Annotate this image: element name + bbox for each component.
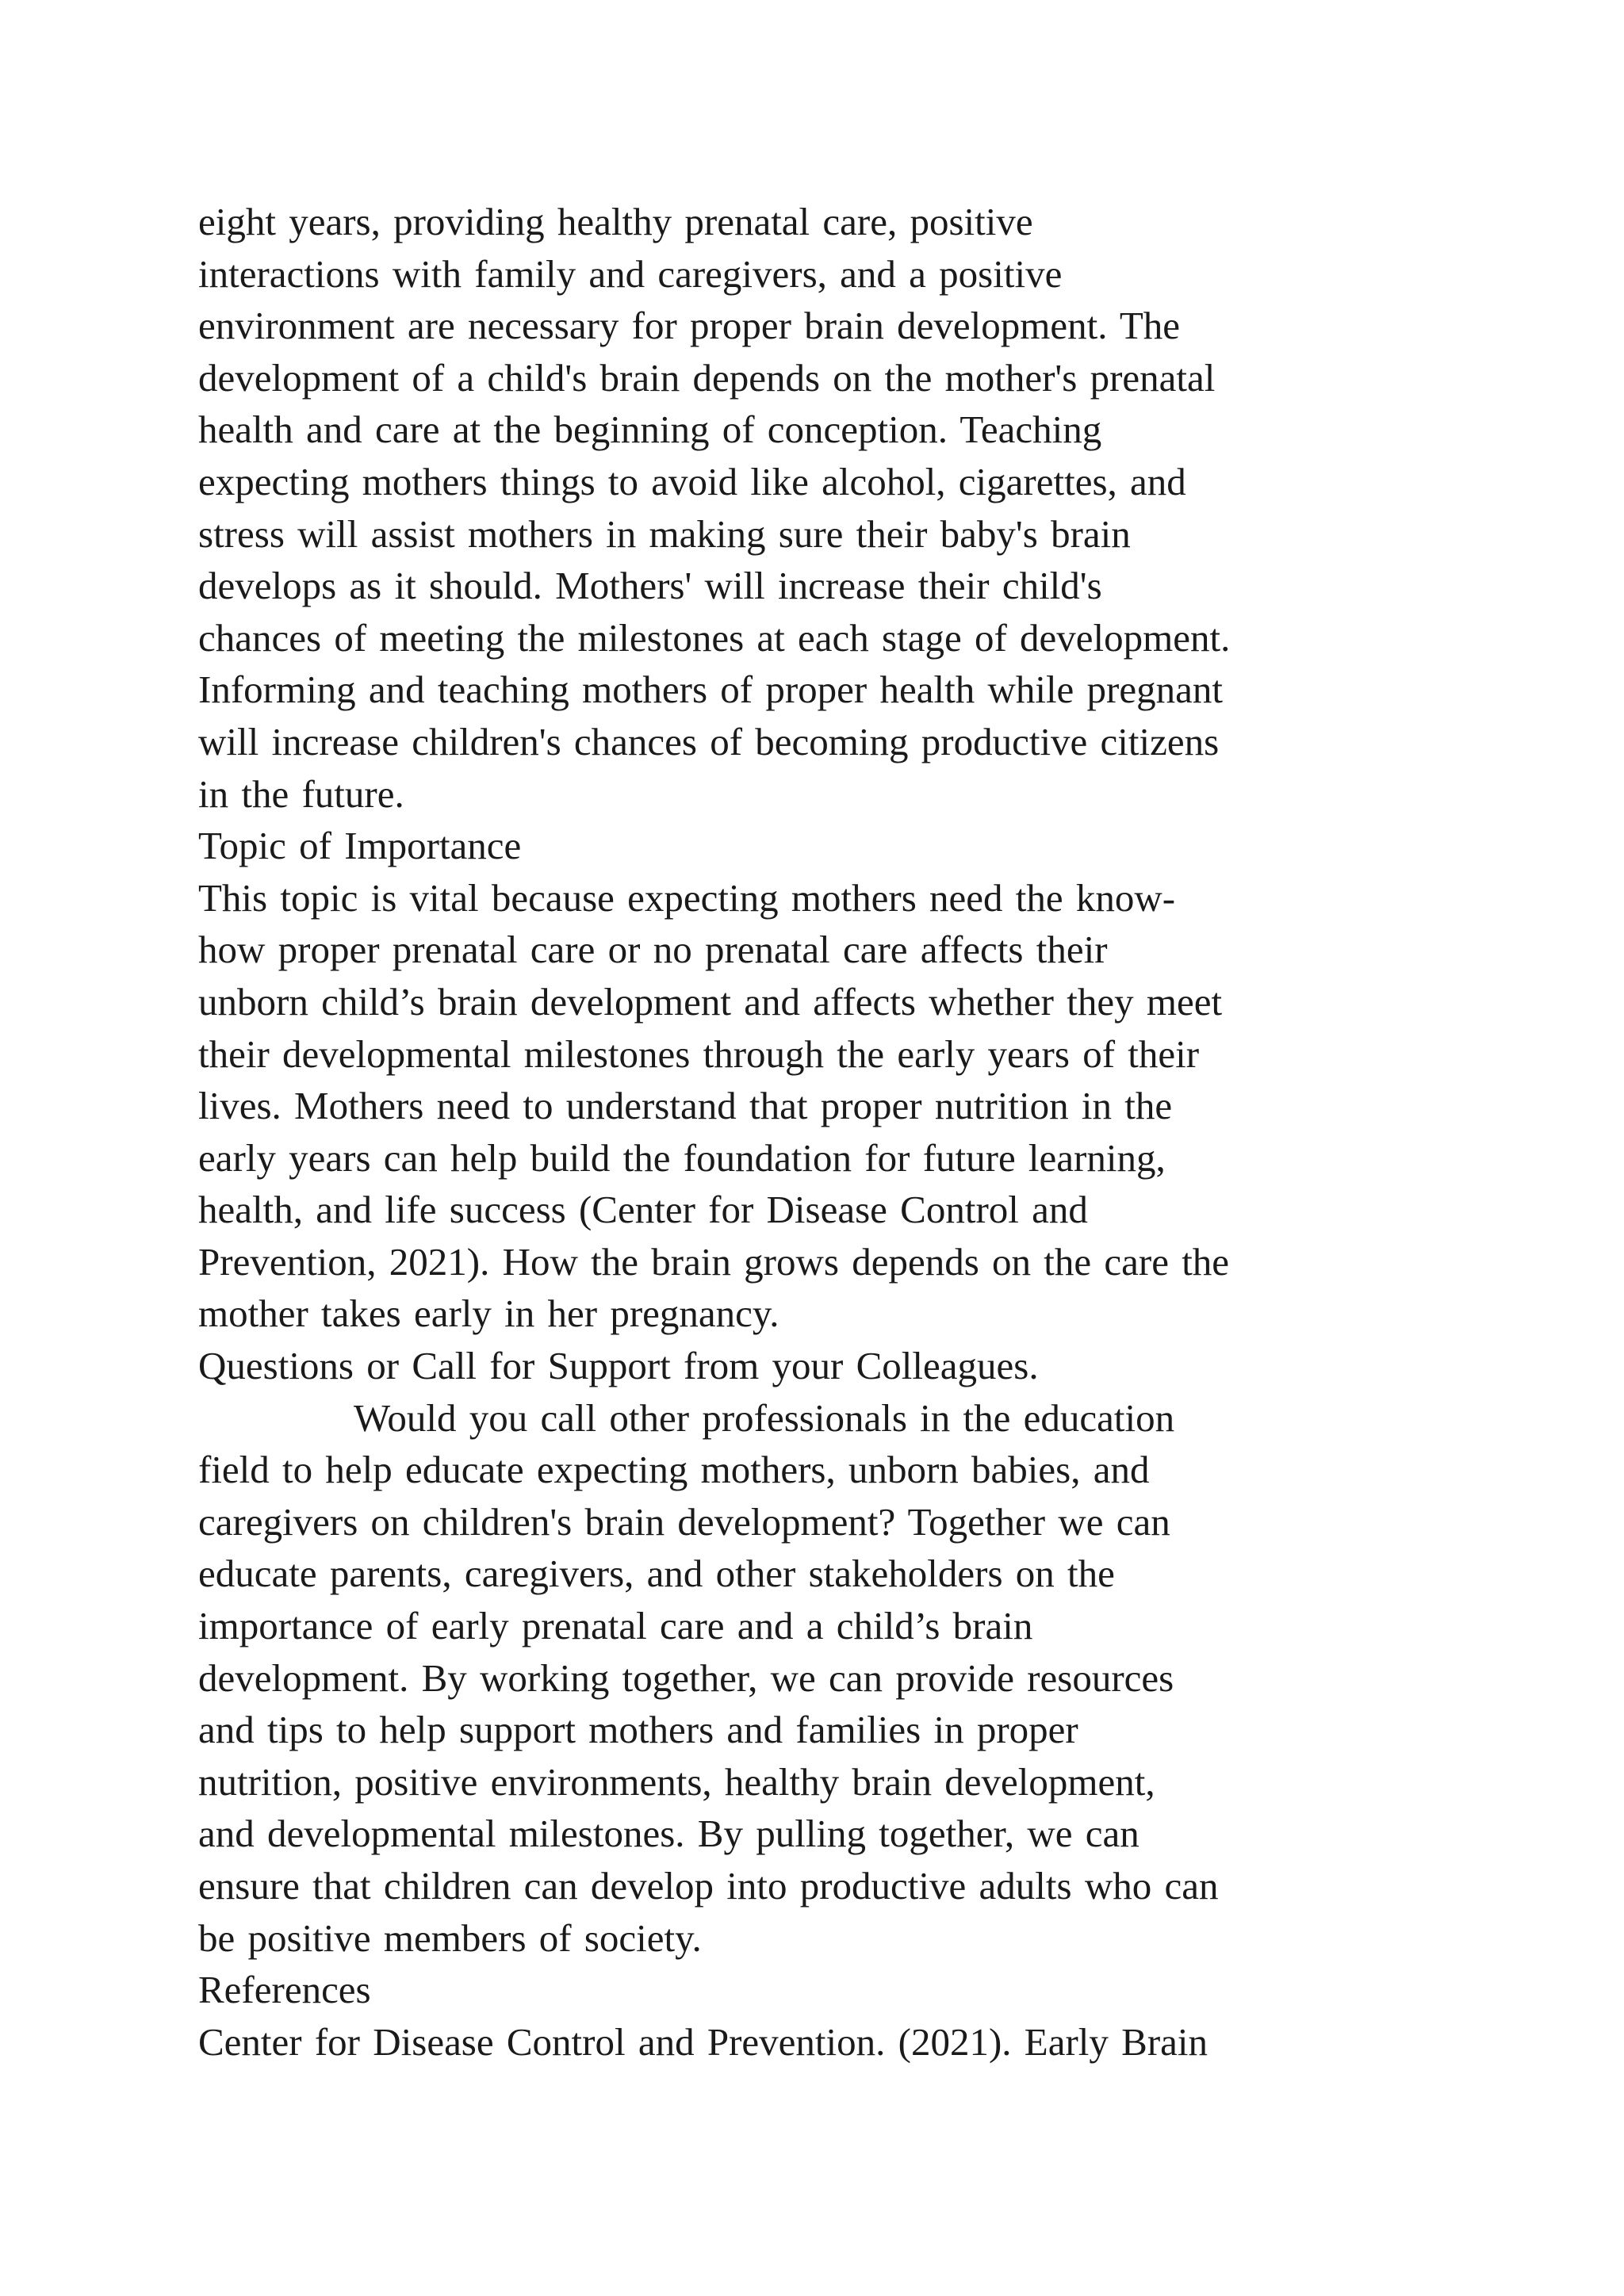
text-line: lives. Mothers need to understand that proper nutrition in the — [198, 1084, 1173, 1128]
document-text — [198, 196, 1499, 2068]
text-line: ensure that children can develop into productive adults who can — [198, 1864, 1219, 1908]
text-line: Would you call other professionals in the education — [354, 1395, 1175, 1440]
text-line: develops as it should. Mothers' will increase their child's — [198, 564, 1102, 608]
text-line: chances of meeting the milestones at each stage of development. — [198, 615, 1231, 660]
text-line: in the future. — [198, 771, 404, 816]
reference-entry: Center for Disease Control and Prevention. (2021). Early Brain — [198, 2019, 1208, 2064]
section-heading-references: References — [198, 1968, 371, 2012]
text-line: how proper prenatal care or no prenatal care affects their — [198, 928, 1108, 972]
text-line: early years can help build the foundation for future learning, — [198, 1135, 1166, 1180]
section-heading-topic-of-importance: Topic of Importance — [198, 824, 522, 868]
text-line: health and care at the beginning of conception. Teaching — [198, 408, 1102, 452]
text-line: be positive members of society. — [198, 1915, 702, 1960]
text-line: health, and life success (Center for Disease Control and — [198, 1188, 1088, 1232]
text-line: Prevention, 2021). How the brain grows depends on the care the — [198, 1239, 1230, 1284]
text-line: environment are necessary for proper brain development. The — [198, 304, 1180, 348]
text-line: Informing and teaching mothers of proper health while pregnant — [198, 668, 1223, 712]
text-line: caregivers on children's brain development? Together we can — [198, 1499, 1170, 1544]
text-line: importance of early prenatal care and a child’s brain — [198, 1604, 1033, 1648]
text-line: unborn child’s brain development and affects whether they meet — [198, 979, 1223, 1024]
text-line: expecting mothers things to avoid like alcohol, cigarettes, and — [198, 459, 1186, 503]
text-line: development. By working together, we can provide resources — [198, 1655, 1174, 1700]
section-heading-questions: Questions or Call for Support from your Colleagues. — [198, 1344, 1039, 1388]
text-line: field to help educate expecting mothers, unborn babies, and — [198, 1448, 1150, 1492]
text-line: educate parents, caregivers, and other stakeholders on the — [198, 1552, 1115, 1596]
text-line: development of a child's brain depends on the mother's prenatal — [198, 355, 1216, 400]
text-line: and tips to help support mothers and families in proper — [198, 1708, 1078, 1752]
text-line: will increase children's chances of becoming productive citizens — [198, 719, 1220, 763]
text-line: interactions with family and caregivers, and a positive — [198, 251, 1063, 296]
text-line: nutrition, positive environments, healthy brain development, — [198, 1759, 1155, 1804]
text-line: This topic is vital because expecting mothers need the know- — [198, 875, 1176, 920]
text-line: mother takes early in her pregnancy. — [198, 1292, 779, 1336]
text-line: their developmental milestones through the early years of their — [198, 1031, 1200, 1076]
text-line: eight years, providing healthy prenatal care, positive — [198, 200, 1033, 243]
text-line: and developmental milestones. By pulling together, we can — [198, 1812, 1139, 1856]
text-line: stress will assist mothers in making sure their baby's brain — [198, 511, 1131, 556]
